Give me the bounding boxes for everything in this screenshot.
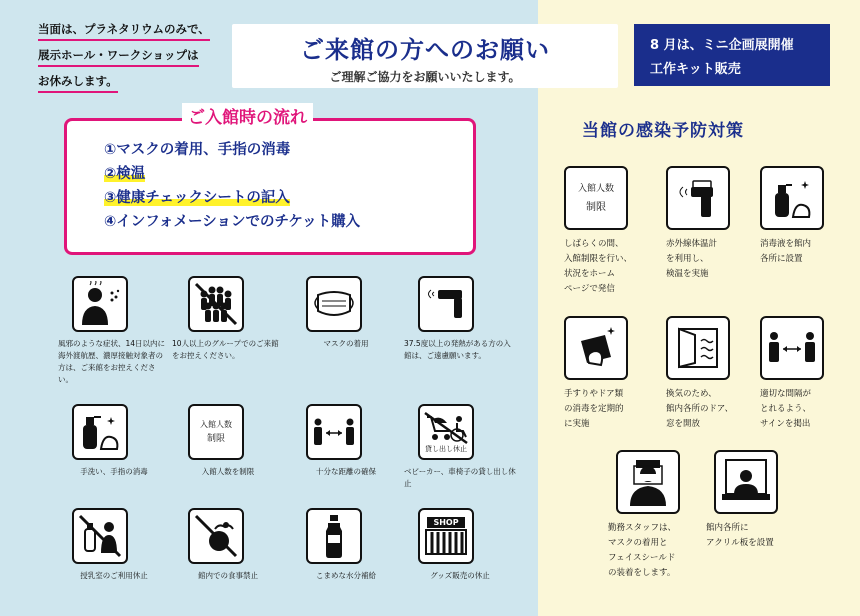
thermometer-gun-icon (418, 276, 474, 332)
measure-item (706, 450, 826, 551)
closure-notice (38, 18, 228, 96)
staff-face-shield-icon (616, 450, 680, 514)
flow-step: ④インフォメーションでのチケット購入 (104, 214, 361, 230)
flow-step: ②検温 (104, 166, 146, 182)
grid-caption: 37.5度以上の発熱がある方の入館は、ご遠慮願います。 (404, 339, 511, 360)
grid-item (290, 404, 402, 478)
grid-item (172, 508, 284, 582)
measure-caption: 手すりやドア類 の消毒を定期的 に実施 (564, 389, 624, 429)
hand-sanitizer-icon (72, 404, 128, 460)
page-title: ご来館の方へのお願い (300, 36, 550, 64)
measure-caption: 換気のため、 館内各所のドア、 窓を開放 (666, 389, 734, 429)
measure-caption: しばらくの間、 入館制限を行い、 状況をホーム ページで発信 (564, 239, 633, 294)
entry-flow-title: ご入館時の流れ (182, 103, 313, 128)
grid-caption: 授乳室のご利用休止 (80, 571, 148, 580)
acrylic-panel-icon (714, 450, 778, 514)
announcement-line: 工作キット販売 (650, 62, 741, 77)
grid-item (58, 404, 170, 478)
flow-step: ①マスクの着用、手指の消毒 (104, 142, 291, 158)
ventilation-icon (666, 316, 730, 380)
grid-caption: 館内での食事禁止 (198, 571, 258, 580)
page-subtitle: ご理解ご協力をお願いいたします。 (329, 70, 521, 84)
grid-caption: マスクの着用 (323, 339, 369, 348)
grid-item (58, 508, 170, 582)
grid-item (290, 276, 402, 350)
grid-caption: グッズ販売の休止 (430, 571, 490, 580)
no-group-icon (188, 276, 244, 332)
measure-caption: 赤外線体温計 を利用し、 検温を実施 (666, 239, 718, 279)
grid-caption: 風邪のような症状、14日以内に海外渡航歴、濃厚接触対象者の方は、ご来館をお控えください。 (58, 339, 166, 384)
distance-icon (306, 404, 362, 460)
entry-limit-icon: 入館人数 制限 (188, 404, 244, 460)
measure-item (760, 166, 860, 267)
grid-caption: 手洗い、手指の消毒 (80, 467, 148, 476)
announcement-line: 8 月は、ミニ企画展開催 (650, 38, 794, 53)
grid-item (172, 276, 284, 362)
wiping-icon (564, 316, 628, 380)
mask-icon (306, 276, 362, 332)
closed-shop-icon: SHOP (418, 508, 474, 564)
distance-icon (760, 316, 824, 380)
grid-item (172, 404, 284, 478)
grid-caption: 10人以上のグループでのご来館をお控えください。 (172, 339, 279, 360)
grid-item (404, 276, 516, 362)
sanitizer-placement-icon (760, 166, 824, 230)
grid-item (58, 276, 170, 386)
grid-caption: こまめな水分補給 (316, 571, 376, 580)
thermometer-gun-icon (666, 166, 730, 230)
grid-caption: 入館人数を制限 (201, 467, 255, 476)
announcement-box (634, 24, 830, 86)
notice-line: 展示ホール・ワークショップは (38, 46, 199, 67)
no-nursing-room-icon (72, 508, 128, 564)
title-box (232, 24, 618, 88)
notice-line: お休みします。 (38, 72, 118, 93)
grid-caption: 十分な距離の確保 (316, 467, 376, 476)
measure-caption: 勤務スタッフは、 マスクの着用と フェイスシールド の装着をします。 (608, 523, 677, 578)
grid-item (404, 508, 516, 582)
measure-caption: 適切な間隔が とれるよう、 サインを掲出 (760, 389, 812, 429)
measures-title: 当館の感染予防対策 (582, 121, 744, 141)
grid-item (290, 508, 402, 582)
grid-item (404, 404, 516, 490)
water-bottle-icon (306, 508, 362, 564)
measure-caption: 館内各所に アクリル板を設置 (706, 523, 774, 548)
grid-caption: ベビーカー、車椅子の貸し出し休止 (404, 467, 516, 488)
flow-step: ③健康チェックシートの記入 (104, 190, 290, 206)
measure-item (760, 316, 860, 432)
no-stroller-icon: 貸し出し休止 (418, 404, 474, 460)
entry-flow-steps (104, 138, 360, 234)
sick-person-icon (72, 276, 128, 332)
no-eating-icon (188, 508, 244, 564)
measure-caption: 消毒液を館内 各所に設置 (760, 239, 812, 264)
entry-limit-icon: 入館人数 制限 (564, 166, 628, 230)
notice-line: 当面は、プラネタリウムのみで、 (38, 20, 210, 41)
